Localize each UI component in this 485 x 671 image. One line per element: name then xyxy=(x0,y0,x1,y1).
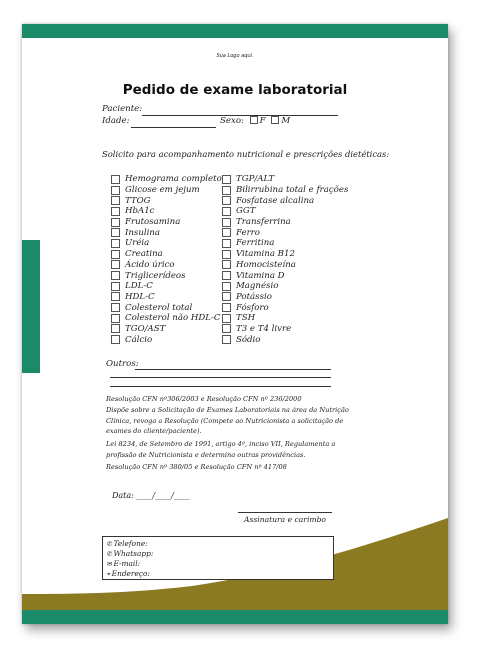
exam-label: Ácido úrico xyxy=(125,259,175,270)
exam-label: Insulina xyxy=(125,227,161,238)
exam-checkbox[interactable] xyxy=(222,292,231,301)
exam-list-left xyxy=(111,174,222,345)
exam-label: Homocisteína xyxy=(236,259,296,270)
exam-item[interactable] xyxy=(222,174,348,185)
exam-checkbox[interactable] xyxy=(222,218,231,227)
exam-item[interactable] xyxy=(111,313,222,324)
age-label: Idade: xyxy=(102,116,130,126)
contact-box xyxy=(102,536,334,580)
age-field[interactable] xyxy=(131,127,216,128)
exam-label: GGT xyxy=(236,206,256,217)
resolution-1: Resolução CFN nº306/2003 e Resolução CFN nº 236/2000 xyxy=(106,395,302,403)
top-color-band xyxy=(22,24,448,38)
exam-label: TTOG xyxy=(125,195,151,206)
logo-placeholder: Sua Logo aqui. xyxy=(216,53,254,59)
email-icon: ✉ xyxy=(107,560,113,568)
page-title: Pedido de exame laboratorial xyxy=(122,82,348,98)
exam-item[interactable] xyxy=(111,292,222,303)
exam-checkbox[interactable] xyxy=(222,228,231,237)
exam-checkbox[interactable] xyxy=(222,324,231,333)
exam-item[interactable] xyxy=(111,174,222,185)
exam-item[interactable] xyxy=(222,281,348,292)
exam-label: HDL-C xyxy=(125,291,155,302)
exam-label: Fosfatase alcalina xyxy=(236,195,315,206)
exam-checkbox[interactable] xyxy=(111,324,120,333)
exam-item[interactable] xyxy=(111,302,222,313)
others-line-2[interactable] xyxy=(110,377,331,378)
exam-label: LDL-C xyxy=(125,281,153,292)
exam-label: Creatina xyxy=(125,249,163,260)
exam-item[interactable] xyxy=(222,238,348,249)
exam-label: TSH xyxy=(236,313,256,324)
patient-label: Paciente: xyxy=(102,104,143,114)
exam-checkbox[interactable] xyxy=(222,196,231,205)
exam-label: Potássio xyxy=(236,291,272,302)
exam-item[interactable] xyxy=(111,334,222,345)
resolution-2: Dispõe sobre a Solicitação de Exames Laboratoriais na área da Nutrição Clínica, revoga a Resolução (Compete ao Nutricionista a solicitação de exames do cliente/paciente). xyxy=(106,406,349,435)
exam-checkbox[interactable] xyxy=(111,175,120,184)
exam-label: Magnésio xyxy=(236,281,279,292)
exam-label: T3 e T4 livre xyxy=(236,323,292,334)
date-field[interactable] xyxy=(112,491,190,500)
exam-label: TGP/ALT xyxy=(236,174,275,185)
exam-label: Frutosamina xyxy=(125,217,181,228)
sex-m-checkbox[interactable] xyxy=(271,116,279,124)
exam-checkbox[interactable] xyxy=(222,282,231,291)
exam-checkbox[interactable] xyxy=(111,292,120,301)
phone-icon: ✆ xyxy=(107,540,113,548)
others-label: Outros: xyxy=(106,359,139,369)
exam-checkbox[interactable] xyxy=(222,250,231,259)
exam-checkbox[interactable] xyxy=(222,335,231,344)
sex-group xyxy=(220,116,290,126)
exam-item[interactable] xyxy=(222,185,348,196)
exam-label: Uréia xyxy=(125,238,150,249)
exam-item[interactable] xyxy=(111,324,222,335)
exam-item[interactable] xyxy=(111,195,222,206)
exam-label: TGO/AST xyxy=(125,323,166,334)
exam-item[interactable] xyxy=(222,227,348,238)
exam-checkbox[interactable] xyxy=(111,196,120,205)
exam-item[interactable] xyxy=(222,292,348,303)
signature-label: Assinatura e carimbo xyxy=(243,515,327,524)
exam-item[interactable] xyxy=(111,260,222,271)
date-blank: ____/____/____ xyxy=(136,491,190,500)
exam-checkbox[interactable] xyxy=(111,207,120,216)
contact-phone: ✆Telefone: xyxy=(107,539,148,548)
exam-checkbox[interactable] xyxy=(111,218,120,227)
exam-checkbox[interactable] xyxy=(111,335,120,344)
side-color-tab xyxy=(22,240,40,373)
sex-m-label: M xyxy=(281,116,291,126)
bottom-color-band xyxy=(22,610,448,624)
exam-item[interactable] xyxy=(111,217,222,228)
exam-label: Colesterol total xyxy=(125,302,193,313)
exam-checkbox[interactable] xyxy=(111,314,120,323)
exam-checkbox[interactable] xyxy=(222,303,231,312)
exam-item[interactable] xyxy=(222,217,348,228)
exam-item[interactable] xyxy=(222,260,348,271)
exam-item[interactable] xyxy=(222,313,348,324)
sex-label: Sexo: xyxy=(220,116,244,126)
exam-item[interactable] xyxy=(111,206,222,217)
sex-f-label: F xyxy=(259,116,266,126)
exam-list-right xyxy=(222,174,348,345)
exam-label: Fósforo xyxy=(236,302,269,313)
exam-checkbox[interactable] xyxy=(111,260,120,269)
exam-label: Hemograma completo xyxy=(125,174,222,185)
whatsapp-icon: ✆ xyxy=(107,550,113,558)
exam-item[interactable] xyxy=(222,195,348,206)
exam-label: Vitamina B12 xyxy=(236,249,295,260)
resolution-4: Resolução CFN nº 380/05 e Resolução CFN nº 417/08 xyxy=(106,463,287,471)
exam-label: Vitamina D xyxy=(236,270,285,281)
exam-item[interactable] xyxy=(222,302,348,313)
contact-address: ⌖Endereço: xyxy=(107,569,150,578)
exam-item[interactable] xyxy=(111,185,222,196)
exam-label: Colesterol não HDL-C xyxy=(125,313,221,324)
exam-item[interactable] xyxy=(222,206,348,217)
others-line-3[interactable] xyxy=(110,386,331,387)
exam-checkbox[interactable] xyxy=(222,271,231,280)
exam-item[interactable] xyxy=(111,249,222,260)
exam-checkbox[interactable] xyxy=(111,303,120,312)
exam-label: Bilirrubina total e frações xyxy=(236,185,349,196)
exam-checkbox[interactable] xyxy=(111,282,120,291)
exam-label: Transferrina xyxy=(236,217,291,228)
exam-item[interactable] xyxy=(222,270,348,281)
exam-checkbox[interactable] xyxy=(111,228,120,237)
exam-label: Cálcio xyxy=(125,334,153,345)
date-label: Data: xyxy=(112,491,134,500)
exam-item[interactable] xyxy=(111,270,222,281)
request-sheet xyxy=(22,24,448,624)
exam-checkbox[interactable] xyxy=(111,271,120,280)
contact-email: ✉E-mail: xyxy=(107,559,141,568)
exam-checkbox[interactable] xyxy=(111,250,120,259)
request-intro: Solicito para acompanhamento nutricional e prescrições dietéticas: xyxy=(102,149,390,159)
location-icon: ⌖ xyxy=(107,570,111,578)
exam-checkbox[interactable] xyxy=(222,175,231,184)
resolution-3: Lei 8234, de Setembro de 1991, artigo 4º, inciso VII, Regulamenta a profissão de Nutricionista e determina outras providências. xyxy=(106,440,336,459)
exam-label: Glicose em jejum xyxy=(125,185,200,196)
exam-label: HbA1c xyxy=(125,206,155,217)
exam-label: Sódio xyxy=(236,334,261,345)
exam-checkbox[interactable] xyxy=(222,207,231,216)
exam-item[interactable] xyxy=(222,249,348,260)
exam-checkbox[interactable] xyxy=(222,186,231,195)
exam-item[interactable] xyxy=(111,227,222,238)
exam-item[interactable] xyxy=(222,334,348,345)
signature-line xyxy=(238,512,332,513)
exam-item[interactable] xyxy=(111,238,222,249)
exam-checkbox[interactable] xyxy=(111,186,120,195)
exam-item[interactable] xyxy=(222,324,348,335)
exam-checkbox[interactable] xyxy=(111,239,120,248)
sex-f-checkbox[interactable] xyxy=(250,116,258,124)
exam-checkbox[interactable] xyxy=(222,314,231,323)
exam-checkbox[interactable] xyxy=(222,260,231,269)
contact-whatsapp: ✆Whatsapp: xyxy=(107,549,154,558)
exam-label: Ferro xyxy=(236,227,260,238)
others-line-1[interactable] xyxy=(135,369,331,370)
exam-label: Ferritina xyxy=(236,238,275,249)
exam-item[interactable] xyxy=(111,281,222,292)
exam-label: Triglicerídeos xyxy=(125,270,186,281)
exam-checkbox[interactable] xyxy=(222,239,231,248)
